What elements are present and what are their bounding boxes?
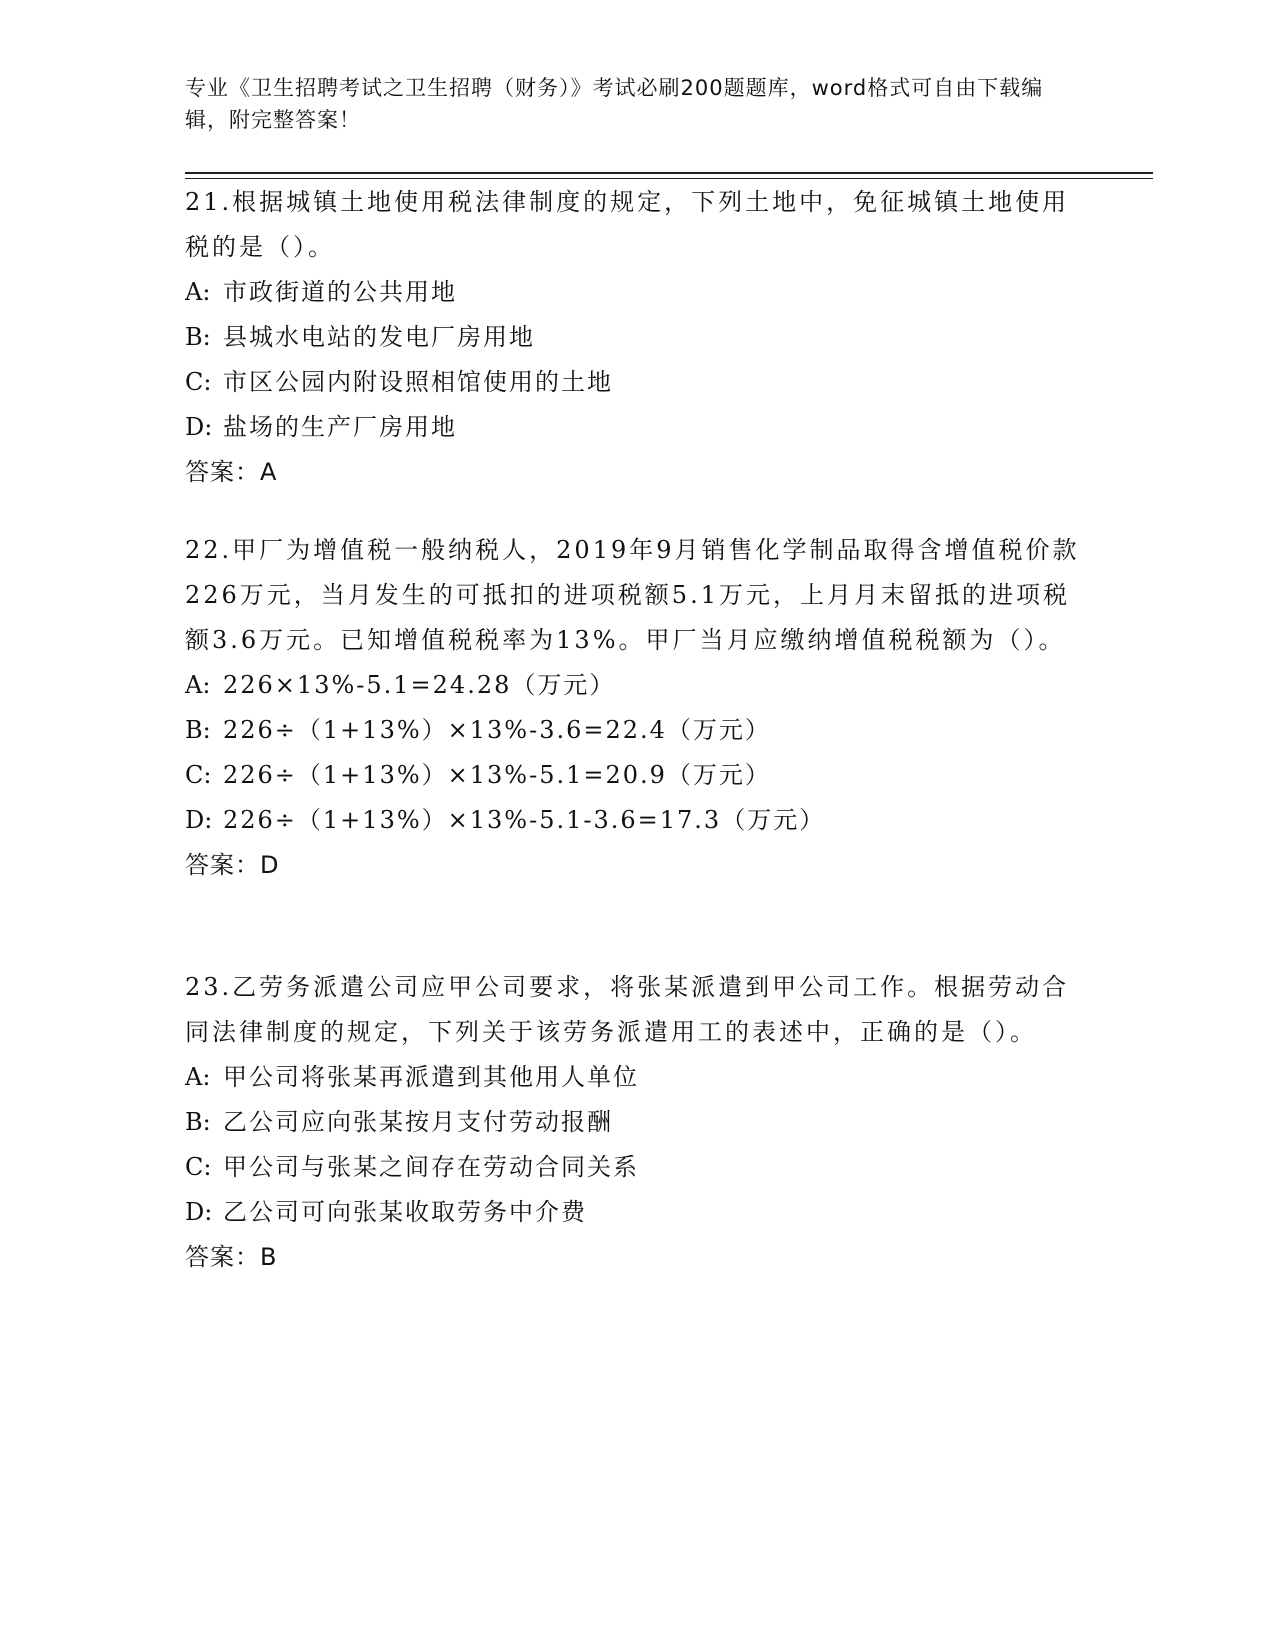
option-letter: D: [185,806,213,834]
answer-line: 答案：A [185,458,278,486]
option-b [185,315,1085,360]
option-text: 甲公司与张某之间存在劳动合同关系 [223,1153,639,1181]
option-letter: C: [185,368,212,396]
option-text: 乙公司应向张某按月支付劳动报酬 [223,1108,613,1136]
option-a [185,1055,1085,1100]
header-divider-thin [185,178,1153,179]
question-21 [185,180,1085,495]
option-c [185,1145,1085,1190]
option-b [185,1100,1085,1145]
option-letter: D: [185,413,213,441]
option-d [185,798,1085,843]
option-text: 226×13%-5.1=24.28（万元） [223,671,616,699]
option-text: 县城水电站的发电厂房用地 [223,323,535,351]
option-d [185,1190,1085,1235]
option-c [185,360,1085,405]
option-letter: B: [185,323,211,351]
option-a [185,663,1085,708]
option-text: 盐场的生产厂房用地 [223,413,457,441]
option-c [185,753,1085,798]
option-text: 市政街道的公共用地 [223,278,457,306]
option-letter: D: [185,1198,213,1226]
page-header: 专业《卫生招聘考试之卫生招聘（财务）》考试必刷200题题库，word格式可自由下载编辑，附完整答案！ [185,76,1044,132]
option-b [185,708,1085,753]
option-d [185,405,1085,450]
option-text: 市区公园内附设照相馆使用的土地 [223,368,613,396]
option-text: 226÷（1+13%）×13%-3.6=22.4（万元） [223,716,771,744]
answer-line: 答案：D [185,851,280,879]
header-divider-thick [185,172,1153,174]
question-stem: 22.甲厂为增值税一般纳税人，2019年9月销售化学制品取得含增值税价款226万元，当月发生的可抵扣的进项税额5.1万元，上月月末留抵的进项税额3.6万元。已知增值税税率为13%。甲厂当月应缴纳增值税税额为（）。 [185,536,1080,654]
option-letter: C: [185,1153,212,1181]
question-22 [185,528,1085,888]
option-text: 226÷（1+13%）×13%-5.1=20.9（万元） [223,761,771,789]
option-letter: C: [185,761,212,789]
question-stem: 23.乙劳务派遣公司应甲公司要求，将张某派遣到甲公司工作。根据劳动合同法律制度的规定，下列关于该劳务派遣用工的表述中，正确的是（）。 [185,973,1070,1046]
option-letter: A: [185,278,211,306]
answer-line: 答案：B [185,1243,278,1271]
option-text: 226÷（1+13%）×13%-5.1-3.6=17.3（万元） [223,806,826,834]
option-a [185,270,1085,315]
option-letter: A: [185,1063,211,1091]
question-23 [185,965,1085,1280]
option-letter: B: [185,1108,211,1136]
option-text: 甲公司将张某再派遣到其他用人单位 [223,1063,639,1091]
option-letter: A: [185,671,211,699]
option-letter: B: [185,716,211,744]
question-stem: 21.根据城镇土地使用税法律制度的规定，下列土地中，免征城镇土地使用税的是（）。 [185,188,1070,261]
option-text: 乙公司可向张某收取劳务中介费 [223,1198,587,1226]
